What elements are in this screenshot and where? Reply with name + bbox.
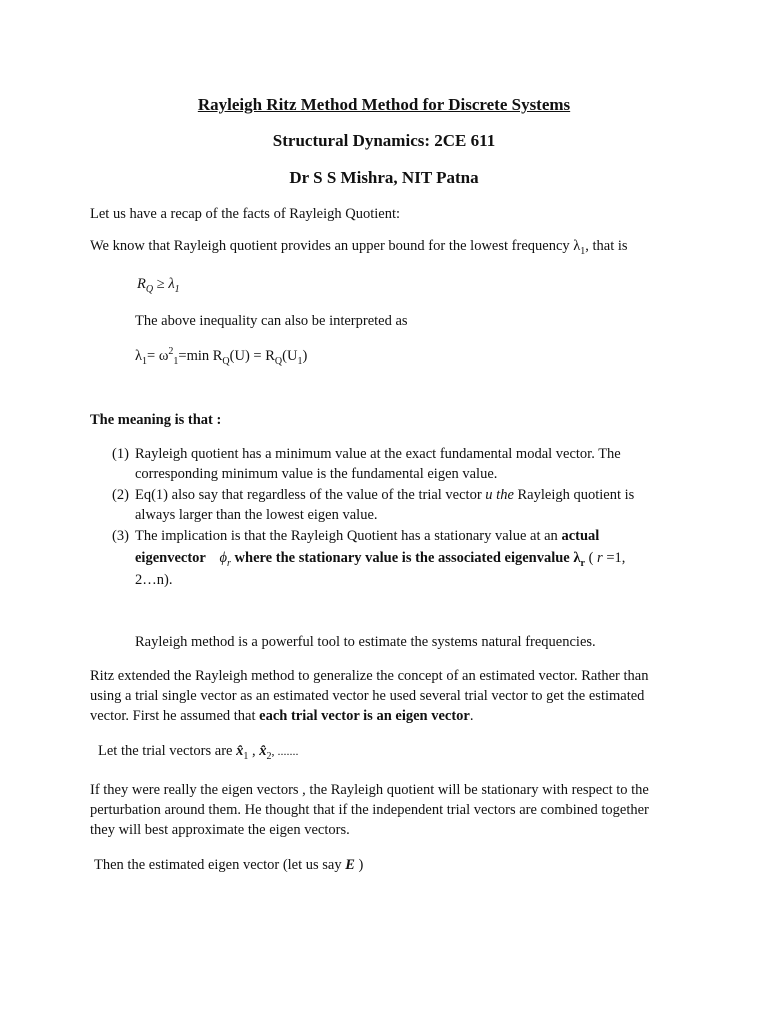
estimated-text: Then the estimated eigen vector (let us say [94, 857, 346, 873]
eq-omega: = ω [147, 348, 169, 364]
trial-comma: , [248, 743, 260, 759]
trial-vectors-line [98, 741, 298, 762]
stationary-line-2: perturbation around them. He thought that if the independent trial vectors are combined together [90, 802, 649, 818]
recap-paragraph: Let us have a recap of the facts of Rayleigh Quotient: [90, 206, 401, 222]
eq-sup2: 2 [168, 346, 174, 358]
trial-text: Let the trial vectors are [98, 743, 237, 759]
stationary-line-3: they will best approximate the eigen vectors. [90, 822, 350, 838]
phi-sub: r [227, 557, 231, 569]
item-3-number: (3) [112, 528, 129, 544]
eq-open: (U [282, 348, 298, 364]
phi-symbol: ϕ [219, 550, 227, 566]
meaning-heading: The meaning is that : [90, 412, 222, 428]
x-hat-1: x̂ [236, 743, 244, 759]
item-1-number: (1) [112, 446, 129, 462]
item-3-paren: ( [584, 550, 598, 566]
item-3-r: r [597, 550, 603, 566]
ineq-r: R [137, 276, 146, 292]
ritz-line-3-text: vector. First he assumed that [90, 708, 260, 724]
eq-lambda: λ [135, 348, 143, 364]
item-2-italic: u the [485, 487, 514, 503]
upper-bound-tail: , that is [585, 238, 628, 254]
ineq-one: 1 [174, 283, 180, 295]
ineq-lambda: λ [168, 276, 175, 292]
ineq-q: Q [145, 283, 154, 295]
ritz-bold: each trial vector is an eigen vector [259, 708, 470, 724]
item-3-tail: =1, [602, 550, 626, 566]
min-equation [135, 346, 307, 367]
item-3-bold-eigenvector: eigenvector [135, 550, 206, 566]
author-line: Dr S S Mishra, NIT Patna [289, 168, 479, 187]
rayleigh-method-paragraph: Rayleigh method is a powerful tool to estimate the systems natural frequencies. [135, 634, 596, 650]
item-2-number: (2) [112, 487, 129, 503]
ritz-line-2: using a trial single vector as an estimated vector he used several trial vector to get the estimated [90, 688, 645, 704]
eq-mid: (U) = R [229, 348, 275, 364]
stationary-line-1: If they were really the eigen vectors , the Rayleigh quotient will be stationary with respect to the [90, 782, 649, 798]
interpretation-line: The above inequality can also be interpreted as [135, 313, 408, 329]
eq-q2: Q [274, 355, 283, 367]
upper-bound-sub: 1 [580, 245, 586, 257]
item-3-bold-stationary: where the stationary value is the associated eigenvalue λ [230, 550, 581, 566]
eq-q1: Q [222, 355, 230, 367]
x-hat-2: x̂ [259, 743, 267, 759]
eq-s1: 1 [142, 355, 148, 367]
eq-min: =min R [178, 348, 223, 364]
estimated-vector-line [94, 855, 363, 876]
ritz-line-3 [90, 706, 473, 727]
item-3-line-1 [135, 526, 599, 547]
eq-s3: 1 [297, 355, 303, 367]
estimated-close: ) [354, 857, 364, 873]
item-3-bold-actual: actual [561, 528, 600, 544]
item-1-line-2: corresponding minimum value is the fundamental eigen value. [135, 466, 498, 482]
eq-close: ) [302, 348, 308, 364]
document-title: Rayleigh Ritz Method Method for Discrete Systems [197, 95, 571, 114]
item-3-line-3: 2…n). [135, 572, 173, 588]
item-2-text: Eq(1) also say that regardless of the value of the trial vector [135, 487, 486, 503]
item-1-line-1: Rayleigh quotient has a minimum value at the exact fundamental modal vector. The [135, 446, 621, 462]
lambda-r-sub: r [580, 557, 585, 569]
item-2-line-2: always larger than the lowest eigen value. [135, 507, 378, 523]
estimated-e: E [345, 857, 355, 873]
trial-dots: , ....... [271, 744, 299, 758]
ritz-period: . [469, 708, 474, 724]
item-3-line-2 [135, 548, 625, 569]
upper-bound-text: We know that Rayleigh quotient provides an upper bound for the lowest frequency λ [90, 238, 581, 254]
x-sub-2: 2 [266, 750, 272, 762]
item-2-line-1 [135, 485, 634, 506]
eq-s2: 1 [173, 355, 179, 367]
x-sub-1: 1 [243, 750, 249, 762]
ritz-line-1: Ritz extended the Rayleigh method to generalize the concept of an estimated vector. Rather than [90, 668, 649, 684]
ineq-op: ≥ [153, 276, 169, 292]
course-title: Structural Dynamics: 2CE 611 [272, 131, 496, 150]
rayleigh-inequality [137, 274, 180, 295]
item-2-tail: Rayleigh quotient is [513, 487, 635, 503]
item-3-text: The implication is that the Rayleigh Quotient has a stationary value at an [135, 528, 562, 544]
upper-bound-paragraph [90, 236, 628, 257]
